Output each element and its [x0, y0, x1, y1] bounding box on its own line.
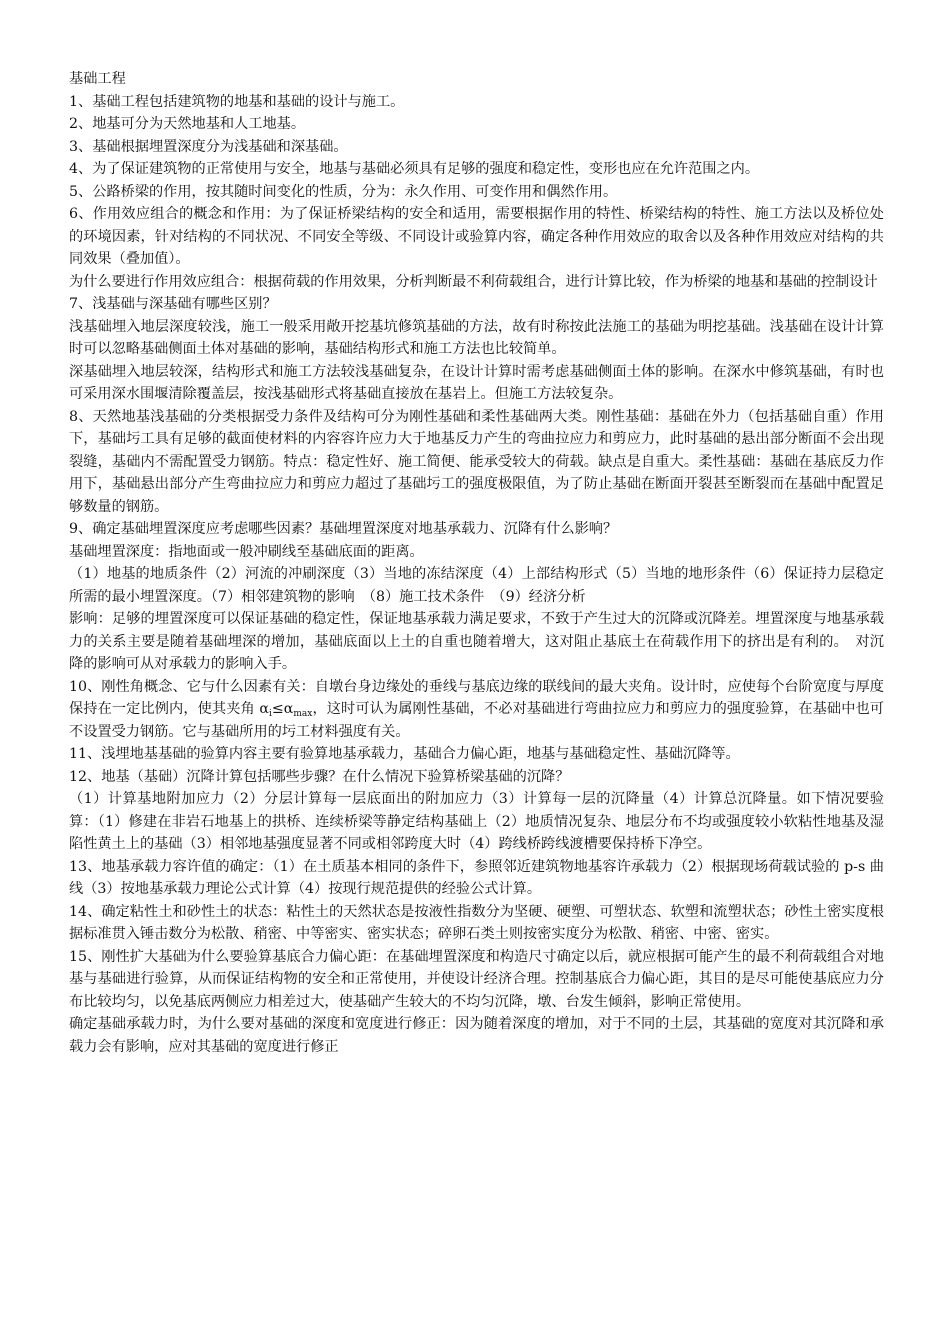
paragraph-6-note: 为什么要进行作用效应组合：根据荷载的作用效果，分析判断最不利荷载组合，进行计算比较，作为桥梁的地基和基础的控制设计: [69, 273, 878, 290]
alpha-symbol: α: [259, 701, 269, 717]
document-title: 基础工程: [69, 71, 126, 87]
paragraph-9-factors: （1）地基的地质条件（2）河流的冲刷深度（3）当地的冻结深度（4）上部结构形式（5）当地的地形条件（6）保证持力层稳定所需的最小埋置深度。（7）相邻建筑物的影响 （8）施工技术条件 （9）经济分析: [69, 566, 884, 605]
paragraph-9: 9、确定基础埋置深度应考虑哪些因素？基础埋置深度对地基承载力、沉降有什么影响？: [69, 521, 618, 537]
paragraph-11: 11、浅埋地基基础的验算内容主要有验算地基承载力，基础合力偏心距，地基与基础稳定性、基础沉降等。: [69, 746, 740, 762]
paragraph-7-deep: 深基础埋入地层较深，结构形式和施工方法较浅基础复杂，在设计计算时需考虑基础侧面土体的影响。在深水中修筑基础，有时也可采用深水围堰清除覆盖层，按浅基础形式将基础直接放在基岩上。但施工方法较复杂。: [69, 363, 884, 402]
document-page: [69, 68, 884, 1058]
paragraph-6: 6、作用效应组合的概念和作用：为了保证桥梁结构的安全和适用，需要根据作用的特性、桥梁结构的特性、施工方法以及桥位处的环境因素，针对结构的不同状况、不同安全等级、不同设计或验算内容，确定各种作用效应的取舍以及各种作用效应对结构的共同效果（叠加值）。: [69, 206, 884, 267]
paragraph-15-note: 确定基础承载力时，为什么要对基础的深度和宽度进行修正：因为随着深度的增加，对于不同的土层，其基础的宽度对其沉降和承载力会有影响，应对其基础的宽度进行修正: [69, 1016, 884, 1055]
paragraph-1: 1、基础工程包括建筑物的地基和基础的设计与施工。: [69, 93, 405, 110]
alpha-subscript-i: i: [269, 709, 272, 719]
leq-symbol: ≤: [271, 701, 284, 717]
alpha-subscript-max: max: [293, 709, 313, 719]
paragraph-12-steps: （1）计算基地附加应力（2）分层计算每一层底面出的附加应力（3）计算每一层的沉降量（4）计算总沉降量。如下情况要验算：（1）修建在非岩石地基上的拱桥、连续桥梁等静定结构基础上（2）地质情况复杂、地层分布不均或强度较小软粘性地基及湿陷性黄土上的基础（3）相邻地基强度显著不同或相邻跨度大时（4）跨线桥跨线渡槽要保持桥下净空。: [69, 791, 884, 852]
paragraph-10: [69, 676, 884, 744]
paragraph-10-text-after: ，这时可认为属刚性基础，不必对基础进行弯曲拉应力和剪应力的强度验算，在基础中也可不设置受力钢筋。它与基础所用的圬工材料强度有关。: [69, 701, 884, 740]
paragraph-4: 4、为了保证建筑物的正常使用与安全，地基与基础必须具有足够的强度和稳定性，变形也应在允许范围之内。: [69, 161, 760, 177]
paragraph-9-effects: 影响：足够的埋置深度可以保证基础的稳定性，保证地基承载力满足要求，不致于产生过大的沉降或沉降差。埋置深度与地基承载力的关系主要是随着基础埋深的增加，基础底面以上土的自重也随着增大，这对阻止基底土在荷载作用下的挤出是有利的。 对沉降的影响可从对承载力的影响入手。: [69, 611, 884, 672]
paragraph-14: 14、确定粘性土和砂性土的状态：粘性土的天然状态是按液性指数分为坚硬、硬塑、可塑状态、软塑和流塑状态；砂性土密实度根据标准贯入锤击数分为松散、稍密、中等密实、密实状态；碎卵石类土则按密实度分为松散、稍密、中密、密实。: [69, 903, 884, 942]
paragraph-7-shallow: 浅基础埋入地层深度较浅，施工一般采用敞开挖基坑修筑基础的方法，故有时称按此法施工的基础为明挖基础。浅基础在设计计算时可以忽略基础侧面土体对基础的影响，基础结构形式和施工方法也比较简单。: [69, 318, 884, 357]
paragraph-13: 13、地基承载力容许值的确定：（1）在土质基本相同的条件下，参照邻近建筑物地基容许承载力（2）根据现场荷载试验的 p-s 曲线（3）按地基承载力理论公式计算（4）按现行规范提供的经验公式计算。: [69, 858, 884, 897]
paragraph-9-definition: 基础埋置深度：指地面或一般冲刷线至基础底面的距离。: [69, 543, 424, 560]
paragraph-7: 7、浅基础与深基础有哪些区别？: [69, 296, 277, 312]
paragraph-3: 3、基础根据埋置深度分为浅基础和深基础。: [69, 138, 348, 155]
paragraph-10-text-before: 10、刚性角概念、它与什么因素有关：自墩台身边缘处的垂线与基底边缘的联线间的最大夹角。设计时，应使每个台阶宽度与厚度保持在一定比例内，使其夹角: [69, 678, 884, 717]
paragraph-5: 5、公路桥梁的作用，按其随时间变化的性质，分为：永久作用、可变作用和偶然作用。: [69, 183, 618, 200]
paragraph-2: 2、地基可分为天然地基和人工地基。: [69, 116, 306, 132]
paragraph-12: 12、地基（基础）沉降计算包括哪些步骤？在什么情况下验算桥梁基础的沉降？: [69, 768, 570, 785]
alpha-max-symbol: α: [283, 701, 294, 717]
paragraph-8: 8、天然地基浅基础的分类根据受力条件及结构可分为刚性基础和柔性基础两大类。刚性基础：基础在外力（包括基础自重）作用下，基础圬工具有足够的截面使材料的内容容许应力大于地基反力产生的弯曲拉应力和剪应力，此时基础的悬出部分断面不会出现裂缝，基础内不需配置受力钢筋。特点：稳定性好、施工简便、能承受较大的荷载。缺点是自重大。柔性基础：基础在基底反力作用下，基础悬出部分产生弯曲拉应力和剪应力超过了基础圬工的强度极限值，为了防止基础在断面开裂甚至断裂而在基础中配置足够数量的钢筋。: [69, 408, 884, 515]
paragraph-15: 15、刚性扩大基础为什么要验算基底合力偏心距：在基础埋置深度和构造尺寸确定以后，就应根据可能产生的最不利荷载组合对地基与基础进行验算，从而保证结构物的安全和正常使用，并使设计经济合理。控制基底合力偏心距，其目的是尽可能使基底应力分布比较均匀，以免基底两侧应力相差过大，使基础产生较大的不均匀沉降，墩、台发生倾斜，影响正常使用。: [69, 948, 884, 1010]
